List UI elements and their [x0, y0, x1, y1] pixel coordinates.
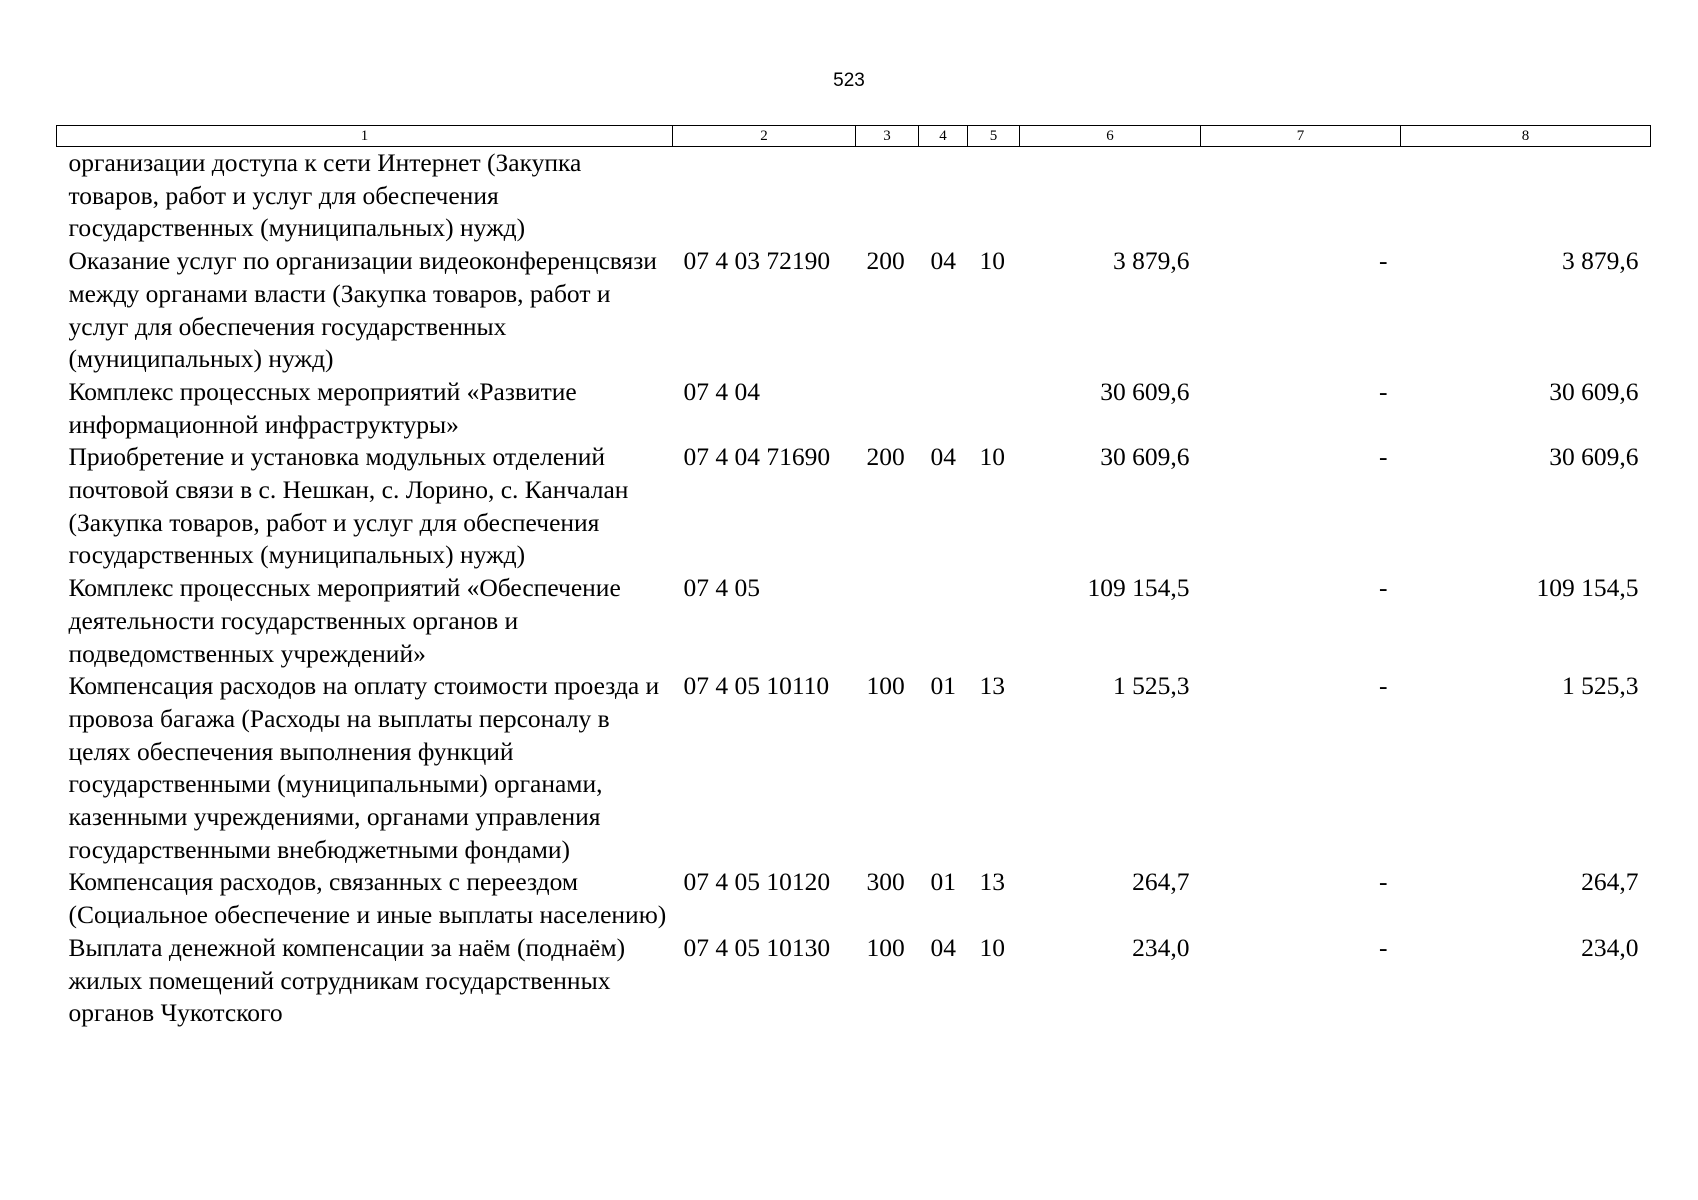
column-header: 7	[1201, 126, 1401, 147]
amount-col8: 3 879,6	[1562, 246, 1639, 276]
amount-col8	[1401, 147, 1651, 246]
section-code	[919, 147, 968, 246]
expense-type-code: 200	[866, 246, 905, 276]
amount-col7: -	[1379, 867, 1388, 897]
amount-col7: -	[1379, 932, 1388, 962]
expense-type-code: 100	[866, 671, 905, 701]
subsection-code	[968, 376, 1020, 441]
table-row	[57, 441, 1651, 572]
target-article-code: 07 4 04	[683, 376, 760, 406]
amount-col7: -	[1379, 573, 1388, 603]
amount-col7: -	[1379, 671, 1388, 701]
table-row	[57, 866, 1651, 931]
amount-col6: 109 154,5	[1087, 573, 1190, 603]
budget-table	[56, 125, 1651, 1030]
amount-col6: 1 525,3	[1113, 671, 1190, 701]
table-row	[57, 932, 1651, 1030]
target-article-code: 07 4 05 10120	[683, 867, 831, 897]
expense-type-code: 100	[866, 932, 905, 962]
section-code: 04	[930, 246, 956, 276]
expense-name: Компенсация расходов на оплату стоимости проезда и провоза багажа (Расходы на выплаты персоналу в целях обеспечения выполнения функций государственными (муниципальными) органами, казенными учреждениями, органами управления государственными внебюджетными фондами)	[68, 671, 660, 864]
amount-col8: 234,0	[1581, 932, 1639, 962]
amount-col6: 234,0	[1132, 932, 1190, 962]
section-code: 01	[930, 671, 956, 701]
amount-col7: -	[1379, 442, 1388, 472]
table-row	[57, 670, 1651, 866]
amount-col8: 30 609,6	[1549, 442, 1639, 472]
expense-name: Комплекс процессных мероприятий «Обеспечение деятельности государственных органов и подведомственных учреждений»	[68, 573, 621, 668]
target-article-code	[673, 147, 856, 246]
subsection-code	[968, 572, 1020, 670]
table-row	[57, 147, 1651, 246]
column-header: 4	[919, 126, 968, 147]
amount-col8: 30 609,6	[1549, 376, 1639, 406]
header-row	[57, 126, 1651, 147]
section-code: 04	[930, 442, 956, 472]
subsection-code	[968, 147, 1020, 246]
column-header: 1	[57, 126, 673, 147]
section-code: 01	[930, 867, 956, 897]
expense-type-code	[856, 147, 919, 246]
section-code	[919, 572, 968, 670]
amount-col6	[1020, 147, 1201, 246]
column-header: 6	[1020, 126, 1201, 147]
page-number: 523	[833, 70, 865, 91]
amount-col8: 1 525,3	[1562, 671, 1639, 701]
target-article-code: 07 4 04 71690	[683, 442, 831, 472]
amount-col6: 264,7	[1132, 867, 1190, 897]
expense-type-code: 200	[866, 442, 905, 472]
table-row	[57, 376, 1651, 441]
expense-name: организации доступа к сети Интернет (Закупка товаров, работ и услуг для обеспечения государственных (муниципальных) нужд)	[68, 148, 582, 243]
amount-col7	[1201, 147, 1401, 246]
target-article-code: 07 4 05	[683, 573, 760, 603]
expense-name: Компенсация расходов, связанных с переездом (Социальное обеспечение и иные выплаты населению)	[68, 867, 667, 930]
expense-name: Оказание услуг по организации видеоконференцсвязи между органами власти (Закупка товаров, работ и услуг для обеспечения государственных (муниципальных) нужд)	[68, 246, 657, 374]
target-article-code: 07 4 03 72190	[683, 246, 831, 276]
subsection-code: 13	[979, 671, 1005, 701]
table-body	[57, 147, 1651, 1030]
expense-name: Комплекс процессных мероприятий «Развитие информационной инфраструктуры»	[68, 376, 577, 439]
table-header	[57, 126, 1651, 147]
amount-col6: 3 879,6	[1113, 246, 1190, 276]
subsection-code: 10	[979, 442, 1005, 472]
target-article-code: 07 4 05 10130	[683, 932, 831, 962]
section-code: 04	[930, 932, 956, 962]
amount-col7: -	[1379, 376, 1388, 406]
section-code	[919, 376, 968, 441]
expense-name: Приобретение и установка модульных отделений почтовой связи в с. Нешкан, с. Лорино, с. Канчалан (Закупка товаров, работ и услуг для обеспечения государственных (муниципальных) нужд)	[68, 442, 629, 570]
table-row	[57, 572, 1651, 670]
amount-col7: -	[1379, 246, 1388, 276]
subsection-code: 10	[979, 246, 1005, 276]
amount-col8: 264,7	[1581, 867, 1639, 897]
column-header: 3	[856, 126, 919, 147]
subsection-code: 10	[979, 932, 1005, 962]
column-header: 2	[673, 126, 856, 147]
amount-col6: 30 609,6	[1100, 442, 1190, 472]
amount-col8: 109 154,5	[1536, 573, 1639, 603]
subsection-code: 13	[979, 867, 1005, 897]
expense-name: Выплата денежной компенсации за наём (поднаём) жилых помещений сотрудникам государственных органов Чукотского	[68, 932, 626, 1028]
expense-type-code	[856, 376, 919, 441]
column-header: 5	[968, 126, 1020, 147]
expense-type-code: 300	[866, 867, 905, 897]
table-row	[57, 245, 1651, 376]
amount-col6: 30 609,6	[1100, 376, 1190, 406]
expense-type-code	[856, 572, 919, 670]
column-header: 8	[1401, 126, 1651, 147]
target-article-code: 07 4 05 10110	[683, 671, 830, 701]
